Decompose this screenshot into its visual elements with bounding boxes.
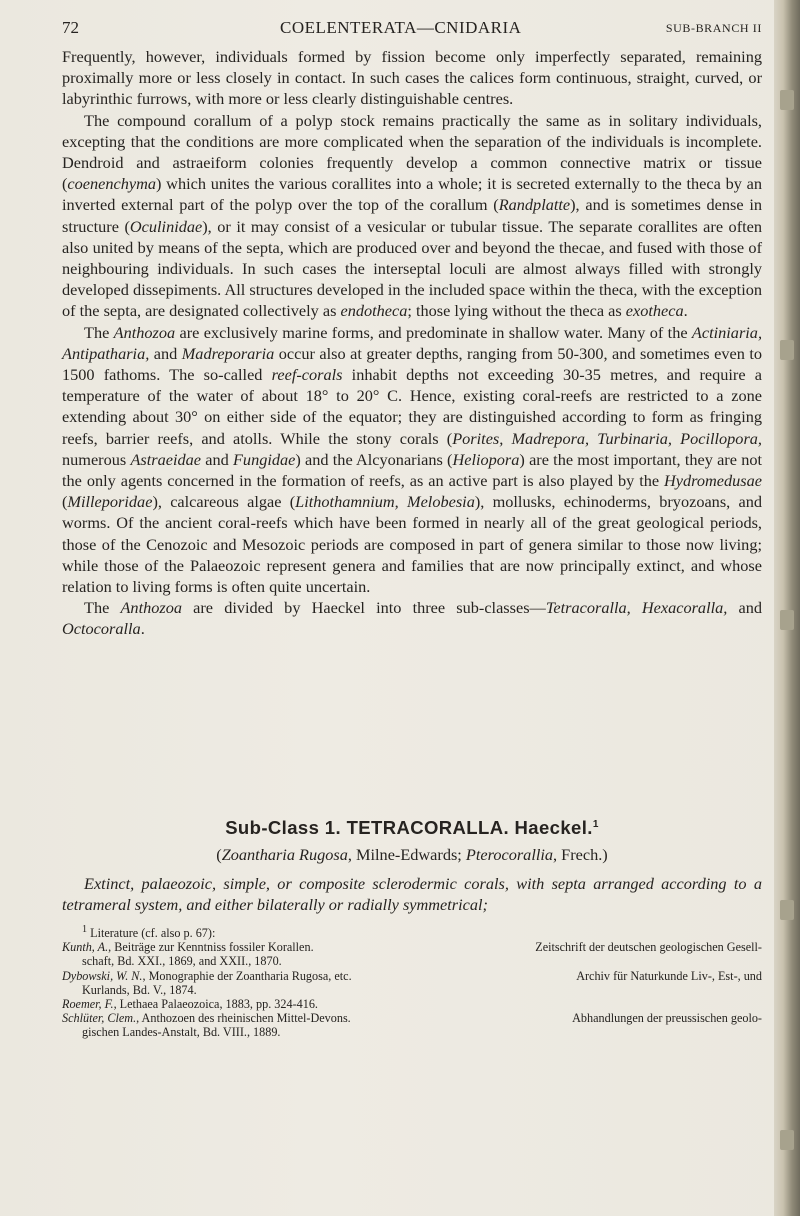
- reference-continuation: schaft, Bd. XXI., 1869, and XXII., 1870.: [82, 954, 282, 969]
- reference-journal: Abhandlungen der preussischen geolo-: [572, 1011, 762, 1026]
- text-run: .: [683, 301, 688, 321]
- footnote-reference: [62, 997, 762, 1011]
- italic-term: exotheca: [625, 301, 684, 321]
- text-run: are exclusively marine forms, and predominate in shallow water. Many of the: [175, 322, 692, 342]
- spine-tab: [780, 340, 794, 360]
- text-run: ) are the most important, they are not the only agents concerned in the formation of reefs, as an active part is also played by the: [62, 449, 762, 491]
- spine-tab: [780, 1130, 794, 1150]
- italic-term: Milleporidae: [67, 492, 153, 512]
- text-run: ) and the Alcyonarians (: [295, 449, 453, 469]
- italic-term: Madreporaria: [181, 343, 275, 363]
- footnote-intro: [62, 923, 762, 940]
- paragraph: [62, 110, 762, 322]
- reference-title: , Monographie der Zoantharia Rugosa, etc.: [142, 968, 352, 983]
- spine-tab: [780, 90, 794, 110]
- italic-term: Octocoralla: [62, 619, 141, 639]
- running-title: COELENTERATA—CNIDARIA: [280, 18, 522, 37]
- text-run: and: [727, 598, 762, 618]
- subclass-diagnosis: Extinct, palaeozoic, simple, or composite sclerodermic corals, with septa arranged according to a tetrameral system, and either bilaterally or radially symmetrical;: [62, 874, 762, 915]
- italic-term: Randplatte: [498, 195, 571, 215]
- text-run: (: [62, 492, 68, 512]
- text-run: numerous: [62, 449, 131, 469]
- italic-term: Heliopora: [452, 449, 520, 469]
- text-run: ), calcareous algae (: [152, 492, 296, 512]
- italic-term: Pterocorallia: [465, 845, 554, 864]
- reference-title: , Beiträge zur Kenntniss fossiler Korallen.: [108, 940, 314, 955]
- text-run: The: [84, 598, 121, 618]
- text-run: The compound corallum of a polyp stock remains practically the same as in solitary individuals, excepting that the conditions are more complicated when the separation of the individuals is incomplete. Dendroid and astraeiform colonies frequently develop a common connective matrix or tissue (: [62, 110, 762, 194]
- italic-term: Tetracoralla, Hexacoralla,: [545, 598, 728, 618]
- text-run: (: [216, 845, 222, 864]
- subclass-title: Sub-Class 1. TETRACORALLA. Haeckel.: [225, 817, 593, 838]
- text-run: The: [84, 322, 114, 342]
- italic-term: Anthozoa: [120, 598, 182, 618]
- page-number: 72: [62, 18, 79, 37]
- italic-term: Fungidae: [232, 449, 296, 469]
- text-run: ; those lying without the theca as: [407, 301, 626, 321]
- footnote-intro-text: Literature (cf. also p. 67):: [90, 926, 216, 941]
- reference-author: Schlüter, Clem.: [62, 1011, 137, 1026]
- paragraph: [62, 597, 762, 639]
- text-run: ), mollusks, echinoderms, bryozoans, and worms. Of the ancient coral-reefs which have been formed in nearly all of the great geological periods, those of the Cenozoic and Mesozoic periods are composed in part of genera similar to those now living; while those of the Palaeozoic represent genera and families that are now principally extinct, and whose relation to living forms is often quite uncertain.: [62, 492, 762, 597]
- subclass-synonyms: [62, 845, 762, 865]
- reference-title: , Anthozoen des rheinischen Mittel-Devons.: [136, 1011, 351, 1026]
- text-run: , Frech.): [553, 845, 608, 864]
- paragraph: [62, 46, 762, 110]
- text-run: Frequently, however, individuals formed by fission become only imperfectly separated, remaining proximally more or less closely in contact. In such cases the calices form continuous, straight, curved, or labyrinthic furrows, with more or less clearly distinguishable centres.: [62, 47, 762, 109]
- reference-continuation: gischen Landes-Anstalt, Bd. VIII., 1889.: [82, 1025, 281, 1040]
- italic-term: Astraeidae: [130, 449, 201, 469]
- text-run: , Milne-Edwards;: [347, 845, 466, 864]
- footnote-reference: [62, 1011, 762, 1025]
- text-run: .: [140, 619, 145, 639]
- reference-journal: Zeitschrift der deutschen geologischen Gesell-: [535, 940, 762, 955]
- reference-author: Roemer, F.: [62, 997, 114, 1012]
- footnote-marker: 1: [592, 818, 599, 830]
- book-spine-edge: [774, 0, 800, 1216]
- reference-continuation: Kurlands, Bd. V., 1874.: [82, 982, 197, 997]
- italic-term: endotheca: [340, 301, 408, 321]
- footnote-reference: [62, 940, 762, 954]
- text-run: and: [149, 343, 182, 363]
- italic-term: reef-corals: [271, 365, 343, 385]
- footnote-reference: [62, 969, 762, 983]
- text-run: occur also at greater depths, ranging from 50-300, and sometimes even to 1500 fathoms. The so-called: [62, 343, 762, 385]
- text-run: ), or it may consist of a vesicular or tubular tissue. The separate corallites are often also united by means of the septa, which are produced over and beyond the thecae, and fused with those of neighbouring individuals. In such cases the interseptal loculi are almost always filled with strongly developed dissepiments. All structures developed in the included space within the theca, with the exception of the septa, are designated collectively as: [62, 216, 763, 321]
- italic-term: Zoantharia Rugosa: [221, 845, 348, 864]
- text-run: are divided by Haeckel into three sub-classes—: [182, 598, 546, 618]
- italic-term: Porites, Madrepora, Turbinaria, Pocillopora,: [452, 428, 762, 448]
- reference-journal: Archiv für Naturkunde Liv-, Est-, und: [576, 968, 762, 983]
- italic-term: Anthozoa: [113, 322, 176, 342]
- section-label: SUB-BRANCH II: [665, 21, 762, 35]
- italic-term: Oculinidae: [129, 216, 203, 236]
- italic-term: coenenchyma: [67, 174, 157, 194]
- reference-author: Dybowski, W. N.: [62, 968, 143, 983]
- text-run: inhabit depths not exceeding 30-35 metres, and require a temperature of the water of about 18° to 20° C. Hence, existing coral-reefs are restricted to a zone extending about 30° on either side of the equator; they are distinguished according to form as fringing reefs, barrier reefs, and atolls. While the stony corals (: [62, 365, 762, 448]
- text-run: ), and is sometimes dense in structure (: [62, 195, 762, 236]
- paragraph: [62, 322, 762, 598]
- text-run: ) which unites the various corallites into a whole; it is secreted externally to the theca by an inverted external part of the polyp over the top of the corallum (: [62, 174, 762, 215]
- reference-title: , Lethaea Palaeozoica, 1883, pp. 324-416.: [113, 997, 318, 1012]
- italic-term: Actiniaria, Antipatharia,: [62, 322, 763, 363]
- footnotes: [62, 923, 762, 1040]
- text-run: and: [201, 449, 233, 469]
- spine-tab: [780, 900, 794, 920]
- footnote-intro-mark: 1: [82, 924, 88, 935]
- subclass-heading: [62, 817, 762, 839]
- italic-term: Lithothamnium, Melobesia: [295, 492, 475, 512]
- spine-tab: [780, 610, 794, 630]
- page-header: [62, 18, 762, 40]
- italic-term: Hydromedusae: [664, 471, 762, 491]
- body-text: [62, 46, 762, 640]
- reference-author: Kunth, A.: [62, 940, 109, 955]
